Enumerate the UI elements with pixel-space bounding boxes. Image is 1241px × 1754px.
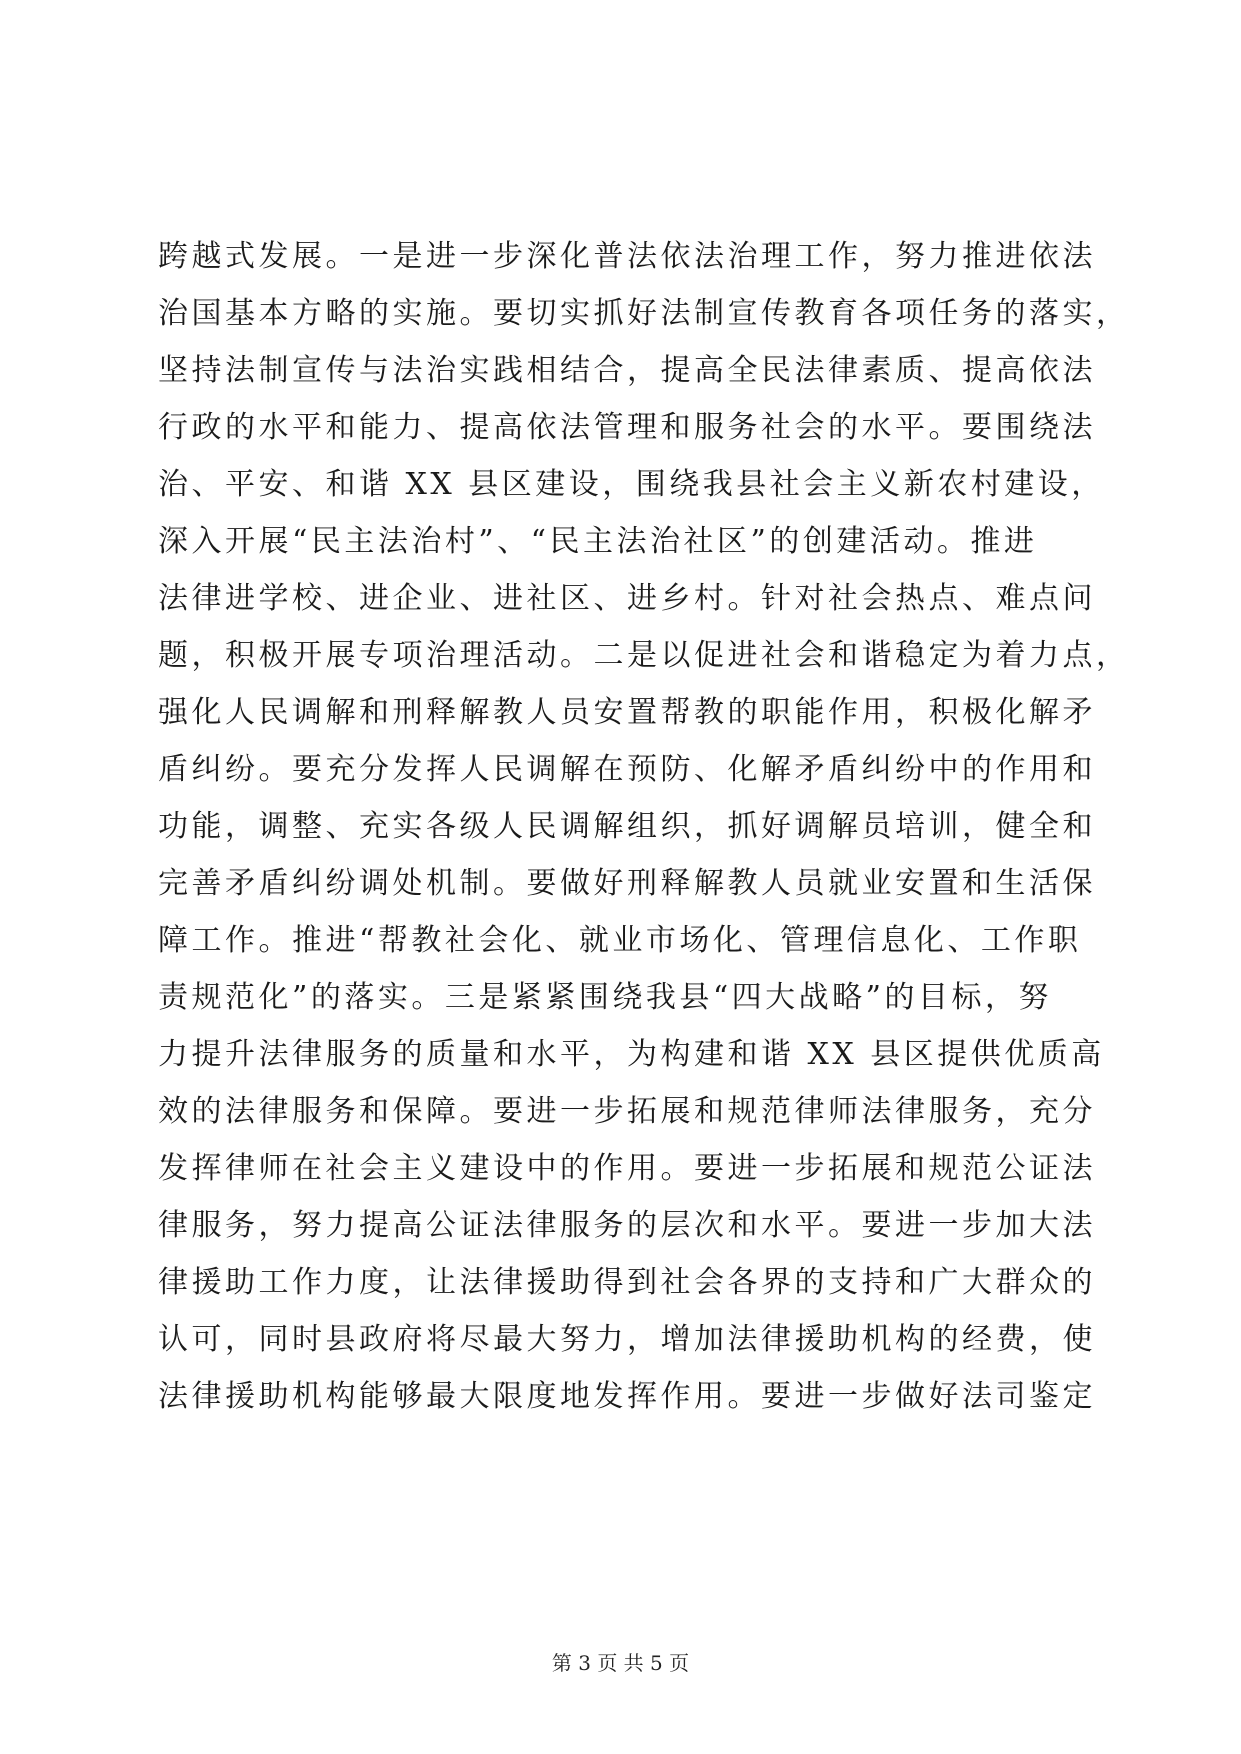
- text-line: 法律进学校、进企业、进社区、进乡村。针对社会热点、难点问: [158, 581, 1096, 616]
- text-line: 发挥律师在社会主义建设中的作用。要进一步拓展和规范公证法: [158, 1151, 1096, 1186]
- page-number-footer: 第 3 页 共 5 页: [551, 1651, 690, 1675]
- text-line: 律服务，努力提高公证法律服务的层次和水平。要进一步加大法: [158, 1208, 1096, 1243]
- text-line: 深入开展“民主法治村”、“民主法治社区”的创建活动。推进: [158, 524, 1038, 559]
- text-line: 治、平安、和谐 XX 县区建设，围绕我县社会主义新农村建设，: [158, 467, 1105, 502]
- text-line: 盾纠纷。要充分发挥人民调解在预防、化解矛盾纠纷中的作用和: [158, 752, 1096, 787]
- text-line: 题，积极开展专项治理活动。二是以促进社会和谐稳定为着力点，: [158, 638, 1130, 673]
- text-line: 障工作。推进“帮教社会化、就业市场化、管理信息化、工作职: [158, 923, 1082, 958]
- text-line: 完善矛盾纠纷调处机制。要做好刑释解教人员就业安置和生活保: [158, 866, 1096, 901]
- text-line: 跨越式发展。一是进一步深化普法依法治理工作，努力推进依法: [158, 239, 1096, 274]
- text-line: 律援助工作力度，让法律援助得到社会各界的支持和广大群众的: [158, 1265, 1096, 1300]
- text-line: 效的法律服务和保障。要进一步拓展和规范律师法律服务，充分: [158, 1094, 1096, 1129]
- text-line: 法律援助机构能够最大限度地发挥作用。要进一步做好法司鉴定: [158, 1379, 1096, 1414]
- text-line: 坚持法制宣传与法治实践相结合，提高全民法律素质、提高依法: [158, 353, 1096, 388]
- text-line: 治国基本方略的实施。要切实抓好法制宣传教育各项任务的落实，: [158, 296, 1130, 331]
- text-line: 行政的水平和能力、提高依法管理和服务社会的水平。要围绕法: [158, 410, 1096, 445]
- text-line: 力提升法律服务的质量和水平，为构建和谐 XX 县区提供优质高: [158, 1037, 1105, 1072]
- text-line: 强化人民调解和刑释解教人员安置帮教的职能作用，积极化解矛: [158, 695, 1096, 730]
- text-line: 功能，调整、充实各级人民调解组织，抓好调解员培训，健全和: [158, 809, 1096, 844]
- text-line: 认可，同时县政府将尽最大努力，增加法律援助机构的经费，使: [158, 1322, 1096, 1357]
- text-line: 责规范化”的落实。三是紧紧围绕我县“四大战略”的目标，努: [158, 980, 1053, 1015]
